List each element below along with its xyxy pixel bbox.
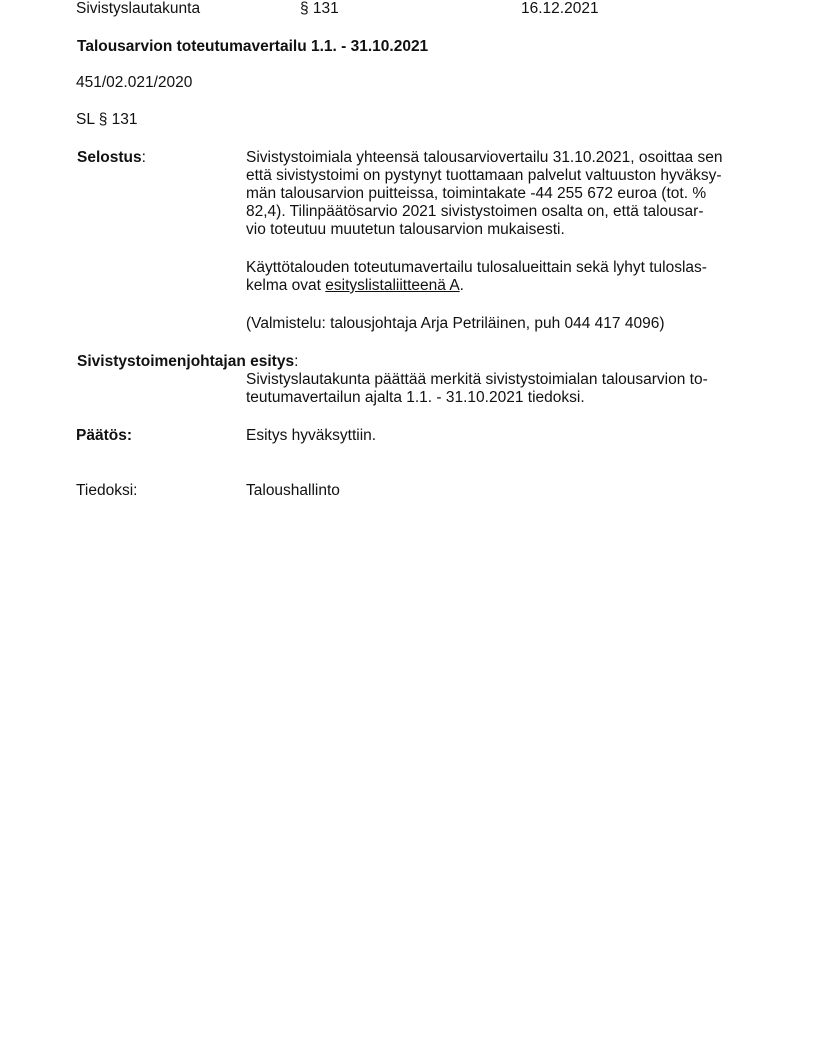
- proposal-text: [246, 371, 746, 407]
- preparer-note: (Valmistelu: talousjohtaja Arja Petriläinen, puh 044 417 4096): [246, 315, 665, 332]
- selostus-line: [246, 277, 746, 295]
- record-number: 451/02.021/2020: [76, 74, 193, 91]
- selostus-line: vio toteutuu muutetun talousarvion mukaisesti.: [246, 221, 565, 238]
- section-reference: SL § 131: [76, 111, 138, 128]
- line-prefix: kelma ovat: [246, 277, 326, 294]
- selostus-line: Käyttötalouden toteutumavertailu tulosalueittain sekä lyhyt tuloslas-: [246, 259, 707, 276]
- proposal-line: Sivistyslautakunta päättää merkitä sivistystoimialan talousarvion to-: [246, 371, 708, 388]
- selostus-paragraph-2: [246, 259, 746, 295]
- distribution-text: Taloushallinto: [246, 482, 340, 499]
- distribution-label: Tiedoksi:: [76, 482, 138, 499]
- selostus-line: että sivistystoimi on pystynyt tuottamaan palvelut valtuuston hyväksy-: [246, 167, 722, 184]
- decision-text: Esitys hyväksyttiin.: [246, 427, 377, 444]
- selostus-paragraph-1: [246, 149, 746, 239]
- section-number: § 131: [300, 0, 339, 17]
- meeting-date: 16.12.2021: [521, 0, 599, 17]
- attachment-link[interactable]: esityslistaliitteenä A: [325, 277, 460, 294]
- committee-name: Sivistyslautakunta: [76, 0, 201, 17]
- proposal-label: Sivistystoimenjohtajan esitys:: [77, 353, 299, 370]
- selostus-line: Sivistystoimiala yhteensä talousarviovertailu 31.10.2021, osoittaa sen: [246, 149, 723, 166]
- decision-label: Päätös:: [76, 427, 132, 444]
- selostus-line: män talousarvion puitteissa, toimintakate -44 255 672 euroa (tot. %: [246, 185, 707, 202]
- line-suffix: .: [459, 277, 464, 294]
- proposal-line: teutumavertailun ajalta 1.1. - 31.10.2021 tiedoksi.: [246, 389, 585, 406]
- document-title: Talousarvion toteutumavertailu 1.1. - 31.10.2021: [77, 38, 429, 55]
- selostus-label: Selostus:: [77, 149, 146, 166]
- selostus-line: 82,4). Tilinpäätösarvio 2021 sivistystoimen osalta on, että talousar-: [246, 203, 704, 220]
